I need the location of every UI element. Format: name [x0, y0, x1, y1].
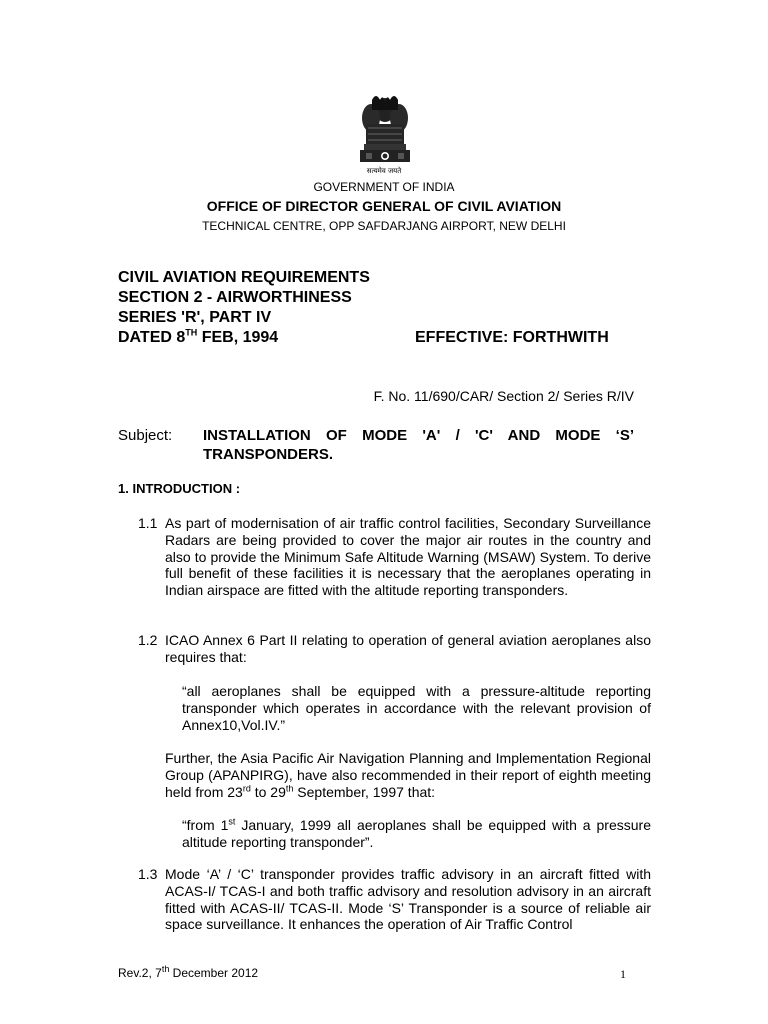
- emblem-caption: सत्यमेव जयते: [366, 167, 402, 175]
- page-number: 1: [620, 967, 626, 981]
- effective-line: EFFECTIVE: FORTHWITH: [415, 329, 609, 346]
- paragraph-number: 1.3: [138, 866, 158, 882]
- paragraph-number: 1.2: [138, 632, 158, 648]
- paragraph-1-2: ICAO Annex 6 Part II relating to operation of general aviation aeroplanes also requires that:: [165, 632, 651, 665]
- subject-text: INSTALLATION OF MODE 'A' / 'C' AND MODE ‘S’ TRANSPONDERS.: [203, 427, 634, 463]
- paragraph-1-3: Mode ‘A’ / ‘C’ transponder provides traffic advisory in an aircraft fitted with ACAS-I/ TCAS-I and both traffic advisory and resolution advisory in an aircraft fitted with ACAS-II/ TCAS-II. Mode ‘S’ Transponder is a source of reliable air space surveillance. It enhances the operation of Air Traffic Control: [165, 866, 651, 933]
- paragraph-further: Further, the Asia Pacific Air Navigation Planning and Implementation Regional Group (APANPIRG), have also recommended in their report of eighth meeting held from 23rd to 29th September, 1997 that:: [165, 750, 651, 800]
- quote-annex: “all aeroplanes shall be equipped with a pressure-altitude reporting transponder which operates in accordance with the relevant provision of Annex10,Vol.IV.”: [182, 683, 651, 733]
- paragraph-number: 1.1: [138, 515, 158, 531]
- title-line-3: SERIES 'R', PART IV: [118, 309, 272, 326]
- subject-label: Subject:: [118, 427, 173, 444]
- dated-line: DATED 8TH FEB, 1994: [118, 327, 279, 346]
- government-line: GOVERNMENT OF INDIA: [313, 180, 455, 194]
- paragraph-1-1: As part of modernisation of air traffic control facilities, Secondary Surveillance Radars are being provided to cover the major air routes in the country and also to provide the Minimum Safe Altitude Warning (MSAW) System. To derive full benefit of these facilities it is necessary that the aeroplanes operating in Indian airspace are fitted with the altitude reporting transponders.: [165, 515, 651, 599]
- quote-apanpirg: “from 1st January, 1999 all aeroplanes shall be equipped with a pressure altitude reporting transponder”.: [182, 816, 651, 850]
- office-line: OFFICE OF DIRECTOR GENERAL OF CIVIL AVIATION: [206, 198, 562, 214]
- file-number: F. No. 11/690/CAR/ Section 2/ Series R/IV: [373, 388, 634, 404]
- address-line: TECHNICAL CENTRE, OPP SAFDARJANG AIRPORT, NEW DELHI: [202, 219, 566, 233]
- title-line-2: SECTION 2 - AIRWORTHINESS: [118, 289, 352, 306]
- title-line-1: CIVIL AVIATION REQUIREMENTS: [118, 269, 370, 286]
- section-heading: 1. INTRODUCTION :: [118, 481, 241, 496]
- revision-footer: Rev.2, 7th December 2012: [118, 964, 259, 980]
